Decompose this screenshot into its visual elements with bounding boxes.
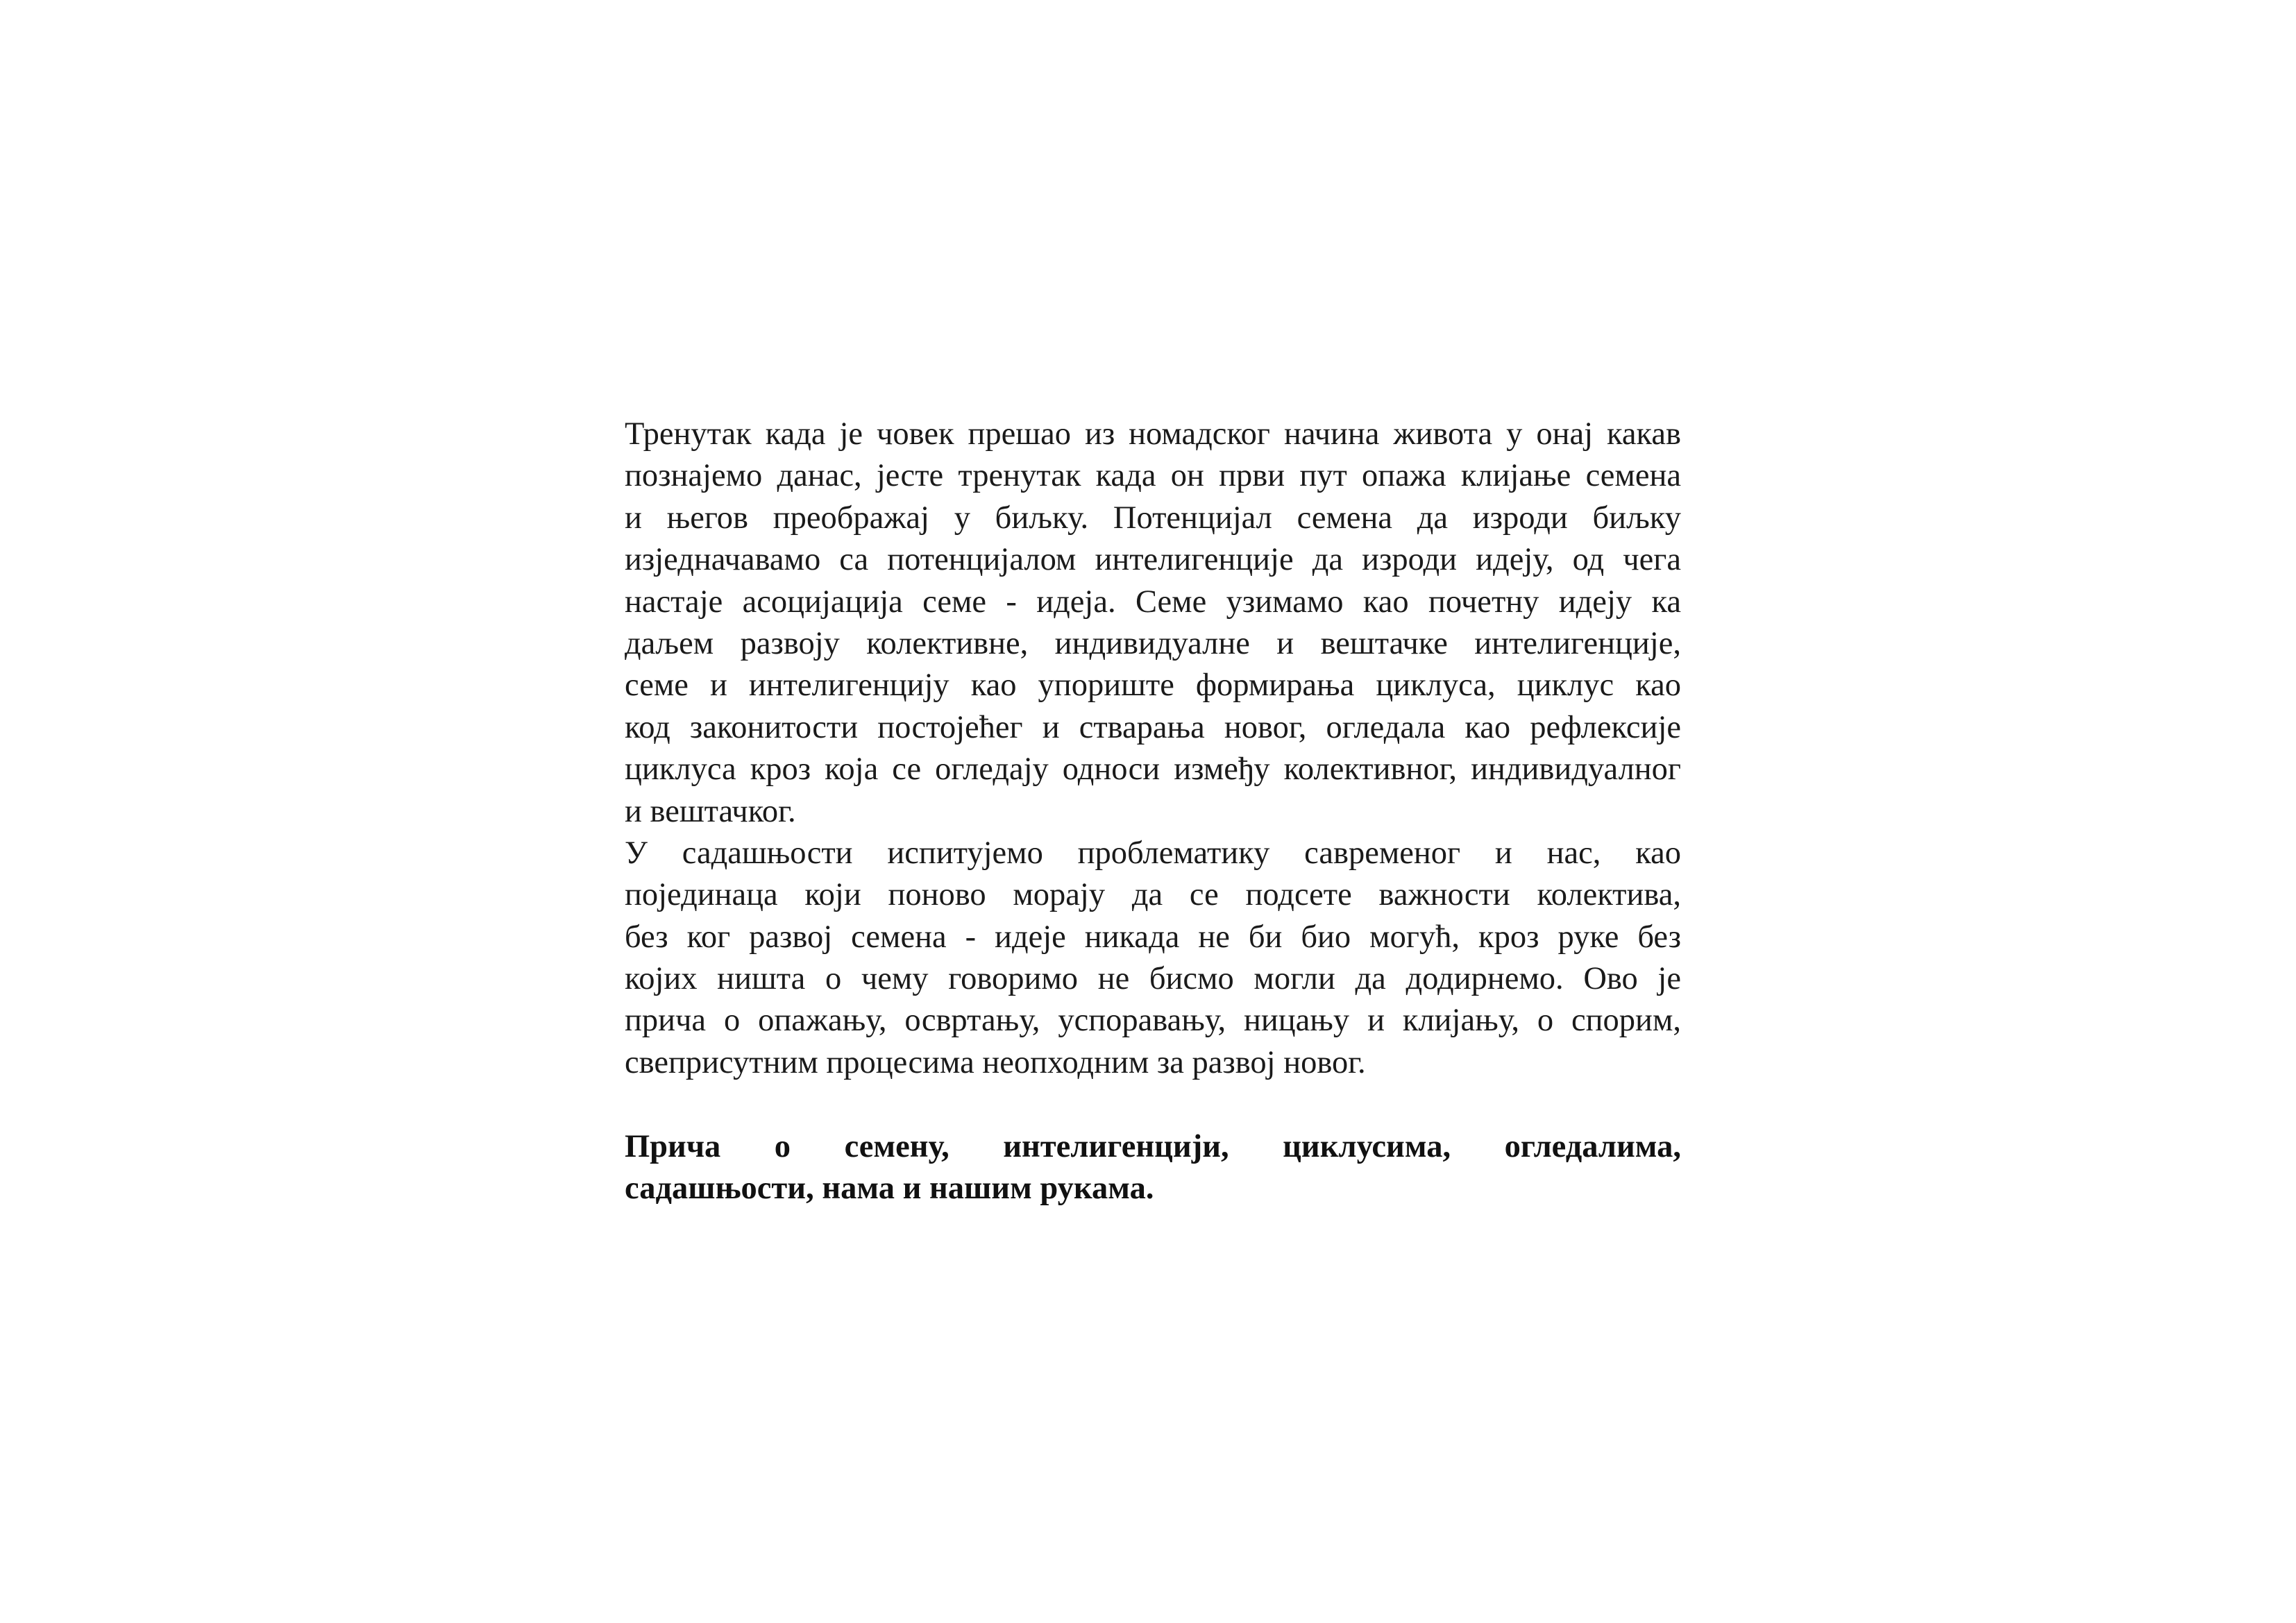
bold-statement-line: Прича о семену, интелигенцији, циклусима, огледалима,: [625, 1128, 1681, 1164]
paragraph-line: даљем развоју колективне, индивидуалне и вештачке интелигенције,: [625, 625, 1681, 661]
paragraph-line: и његов преображај у биљку. Потенцијал семена да изроди биљку: [625, 500, 1681, 536]
paragraph-line: У садашњости испитујемо проблематику савременог и нас, као: [625, 835, 1681, 871]
paragraph-line: појединаца који поново морају да се подсете важности колектива,: [625, 877, 1681, 913]
paragraph-line: прича о опажању, освртању, успоравању, ницању и клијању, о спорим,: [625, 1003, 1681, 1039]
paragraph-spacer: [625, 1084, 1681, 1125]
paragraph-line: познајемо данас, јесте тренутак када он први пут опажа клијање семена: [625, 458, 1681, 494]
paragraph-line: којих ништа о чему говоримо не бисмо могли да додирнемо. Ово је: [625, 961, 1681, 997]
paragraph-1: [625, 414, 1681, 833]
paragraph-line: и вештачког.: [625, 793, 796, 829]
paragraph-line: свеприсутним процесима неопходним за развој новог.: [625, 1044, 1366, 1080]
paragraph-line: циклуса кроз која се огледају односи између колективног, индивидуалног: [625, 751, 1681, 788]
bold-statement: [625, 1126, 1681, 1210]
bold-statement-line: садашњости, нама и нашим рукама.: [625, 1171, 1154, 1207]
paragraph-line: код законитости постојећег и стварања новог, огледала као рефлексије: [625, 709, 1681, 745]
paragraph-line: изједначавамо са потенцијалом интелигенције да изроди идеју, од чега: [625, 542, 1681, 578]
paragraph-line: без ког развој семена - идеје никада не би био могућ, кроз руке без: [625, 919, 1681, 955]
paragraph-2: [625, 833, 1681, 1084]
paragraph-line: семе и интелигенцију као упориште формирања циклуса, циклус као: [625, 668, 1681, 704]
paragraph-line: настаје асоцијација семе - идеја. Семе узимамо као почетну идеју ка: [625, 584, 1681, 620]
body-text: [625, 414, 1681, 1209]
paragraph-line: Тренутак када је човек прешао из номадског начина живота у онај какав: [625, 416, 1681, 452]
